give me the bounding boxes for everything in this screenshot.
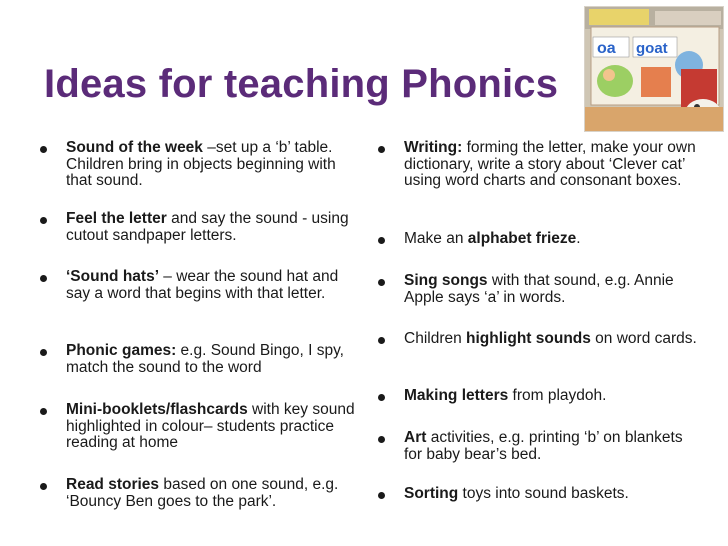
- photo-card-text-2: goat: [636, 40, 668, 57]
- list-item: [378, 388, 698, 405]
- item-keyword: Sound of the week: [66, 139, 203, 156]
- item-text: –set up a ‘b’ table. Children bring in objects beginning with that sound.: [66, 139, 336, 189]
- bullet-icon: [40, 146, 47, 153]
- bullet-icon: [40, 408, 47, 415]
- item-keyword: Feel the letter: [66, 210, 167, 227]
- bullet-icon: [378, 337, 385, 344]
- bullet-icon: [40, 217, 47, 224]
- item-keyword: ‘Sound hats’: [66, 268, 159, 285]
- bullet-icon: [378, 394, 385, 401]
- item-keyword: Mini-booklets/flashcards: [66, 401, 248, 418]
- item-text: forming the letter, make your own dictionary, write a story about ‘Clever cat’ using word charts and consonant boxes.: [404, 139, 696, 189]
- item-text: with key sound highlighted in colour– students practice reading at home: [66, 401, 355, 451]
- list-item: [40, 211, 360, 244]
- bullet-icon: [378, 492, 385, 499]
- list-item: [40, 477, 360, 510]
- list-item: [40, 269, 360, 302]
- item-text: and say the sound - using cutout sandpaper letters.: [66, 210, 349, 244]
- item-text: – wear the sound hat and say a word that begins with that letter.: [66, 268, 339, 302]
- item-keyword: highlight sounds: [466, 330, 591, 347]
- list-item: [378, 140, 698, 190]
- bullet-icon: [40, 483, 47, 490]
- bullet-icon: [378, 237, 385, 244]
- item-keyword: Read stories: [66, 476, 160, 493]
- item-text: toys into sound baskets.: [458, 485, 629, 502]
- bullet-icon: [378, 146, 385, 153]
- classroom-photo-icon: [585, 7, 723, 131]
- item-text: from playdoh.: [508, 387, 607, 404]
- list-item: [378, 430, 698, 463]
- item-keyword: Phonic games:: [66, 342, 177, 359]
- item-keyword: Making letters: [404, 387, 509, 404]
- classroom-photo: [584, 6, 724, 132]
- list-item: [378, 231, 698, 248]
- item-text: .: [576, 230, 581, 247]
- list-item: [378, 331, 698, 348]
- item-keyword: Writing:: [404, 139, 463, 156]
- item-keyword: Art: [404, 429, 427, 446]
- list-item: [378, 486, 698, 503]
- item-keyword: Sorting: [404, 485, 459, 502]
- list-item: [40, 140, 360, 190]
- bullet-icon: [378, 279, 385, 286]
- bullet-icon: [378, 436, 385, 443]
- page-title: Ideas for teaching Phonics: [44, 62, 559, 106]
- item-text: on word cards.: [590, 330, 697, 347]
- item-text: e.g. Sound Bingo, I spy, match the sound to the word: [66, 342, 344, 376]
- list-item: [40, 343, 360, 376]
- bullet-icon: [40, 349, 47, 356]
- item-text-pre: Children: [404, 330, 467, 347]
- item-text: based on one sound, e.g. ‘Bouncy Ben goes to the park’.: [66, 476, 339, 510]
- list-item: [40, 402, 360, 452]
- item-keyword: Sing songs: [404, 272, 488, 289]
- item-text: with that sound, e.g. Annie Apple says ‘a’ in words.: [404, 272, 674, 306]
- list-item: [378, 273, 698, 306]
- bullet-icon: [40, 275, 47, 282]
- photo-card-text-1: oa: [597, 40, 616, 57]
- item-text: activities, e.g. printing ‘b’ on blankets for baby bear’s bed.: [404, 429, 683, 463]
- item-keyword: alphabet frieze: [467, 230, 577, 247]
- item-text-pre: Make an: [404, 230, 468, 247]
